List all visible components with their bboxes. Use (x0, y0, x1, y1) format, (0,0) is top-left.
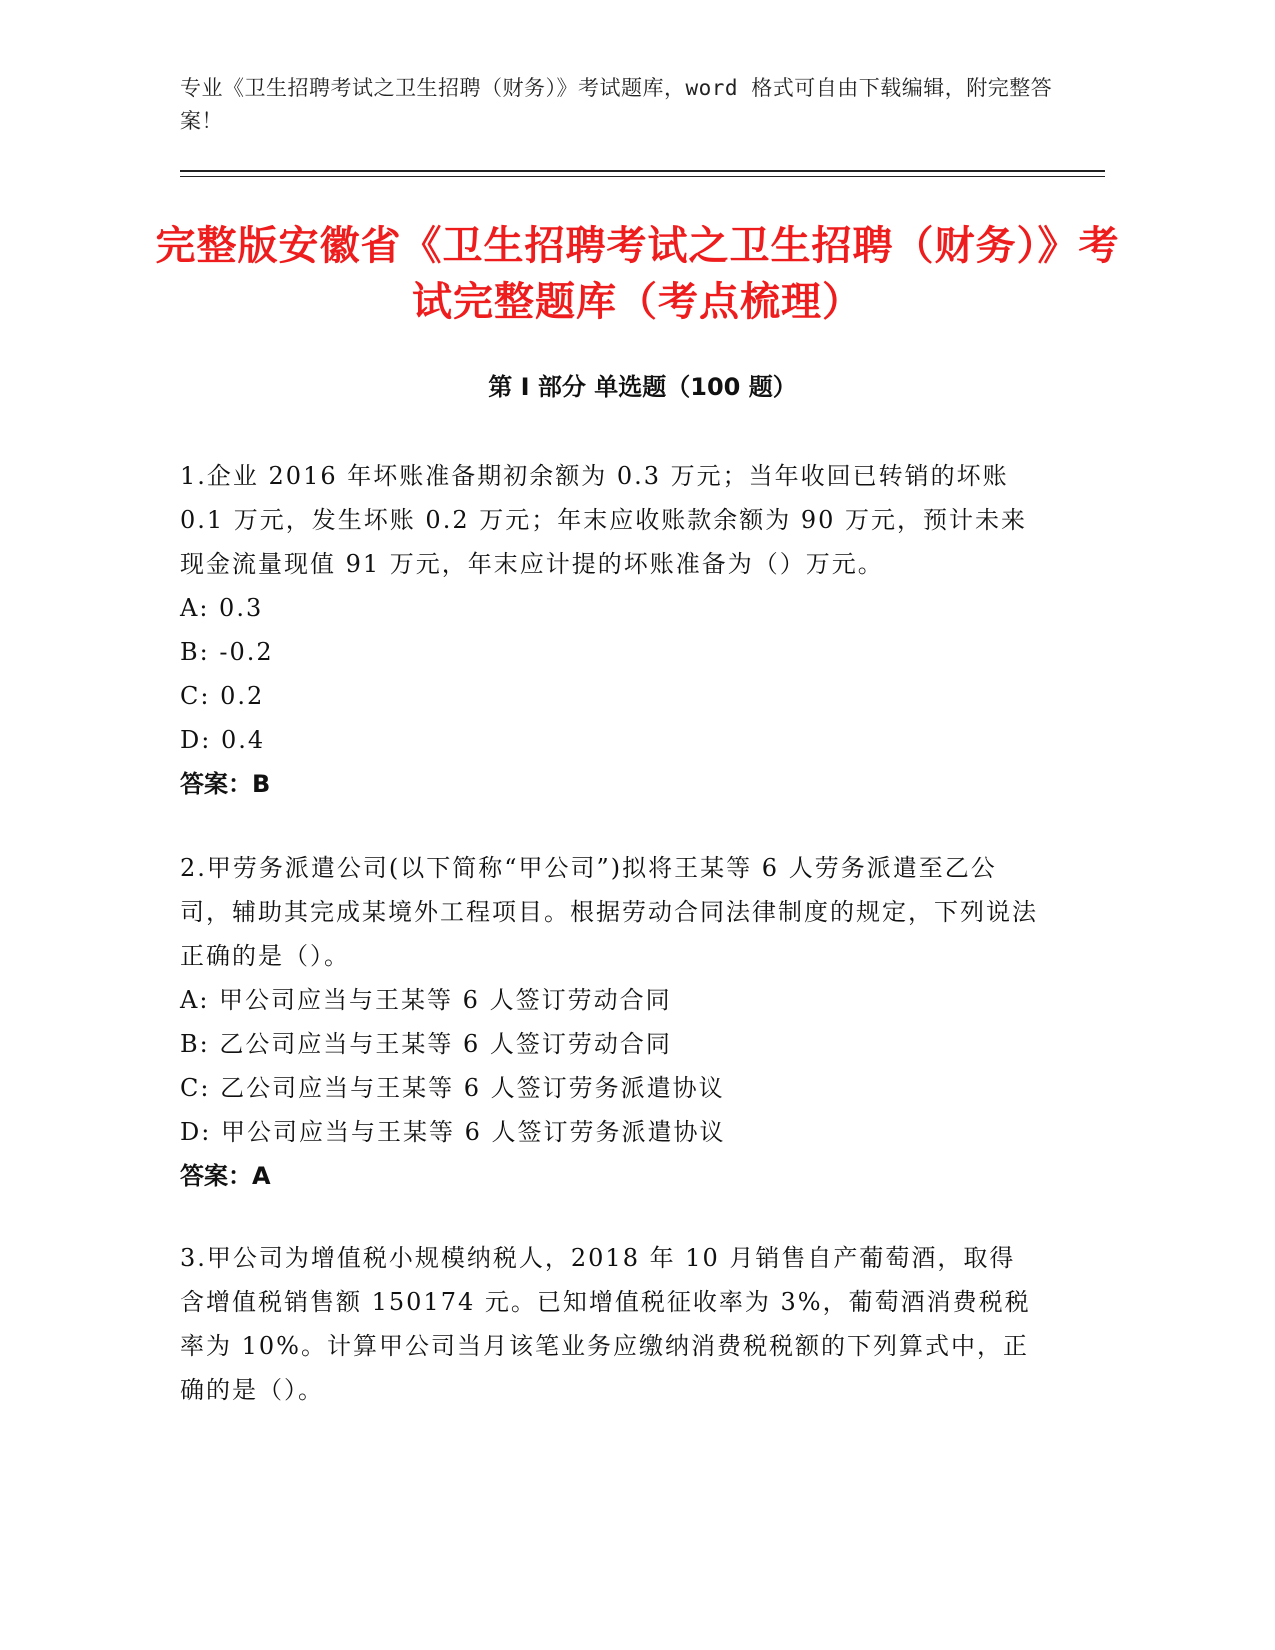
question-stem: 1.企业 2016 年坏账准备期初余额为 0.3 万元；当年收回已转销的坏账 0.1 万元，发生坏账 0.2 万元；年末应收账款余额为 90 万元，预计未来现金流量现值 91 万元，年末应计提的坏账准备为（）万元。 (180, 462, 1028, 578)
header-divider-thin (180, 176, 1105, 177)
question-1 (180, 454, 1040, 806)
question-stem: 2.甲劳务派遣公司(以下简称“甲公司”)拟将王某等 6 人劳务派遣至乙公司，辅助其完成某境外工程项目。根据劳动合同法律制度的规定，下列说法正确的是（）。 (180, 854, 1038, 970)
option-a: A: 0.3 (180, 594, 264, 622)
answer: 答案：A (180, 1162, 271, 1190)
document-title: 完整版安徽省《卫生招聘考试之卫生招聘（财务）》考试完整题库（考点梳理） (155, 223, 1120, 325)
section-title: 第 I 部分 单选题（100 题） (488, 373, 797, 401)
header-note: 专业《卫生招聘考试之卫生招聘（财务）》考试题库，word 格式可自由下载编辑，附完整答案！ (180, 76, 1053, 133)
option-d: D: 0.4 (180, 726, 266, 754)
option-a: A: 甲公司应当与王某等 6 人签订劳动合同 (180, 986, 672, 1014)
option-d: D: 甲公司应当与王某等 6 人签订劳务派遣协议 (180, 1118, 726, 1146)
option-b: B: -0.2 (180, 638, 274, 666)
question-3 (180, 1236, 1040, 1412)
option-c: C: 乙公司应当与王某等 6 人签订劳务派遣协议 (180, 1074, 725, 1102)
answer: 答案：B (180, 770, 271, 798)
option-b: B: 乙公司应当与王某等 6 人签订劳动合同 (180, 1030, 672, 1058)
question-stem: 3.甲公司为增值税小规模纳税人，2018 年 10 月销售自产葡萄酒，取得含增值税销售额 150174 元。已知增值税征收率为 3%，葡萄酒消费税税率为 10%。计算甲公司当月该笔业务应缴纳消费税税额的下列算式中，正确的是（）。 (180, 1244, 1031, 1404)
question-2 (180, 846, 1040, 1198)
option-c: C: 0.2 (180, 682, 265, 710)
header-divider-thick (180, 170, 1105, 172)
